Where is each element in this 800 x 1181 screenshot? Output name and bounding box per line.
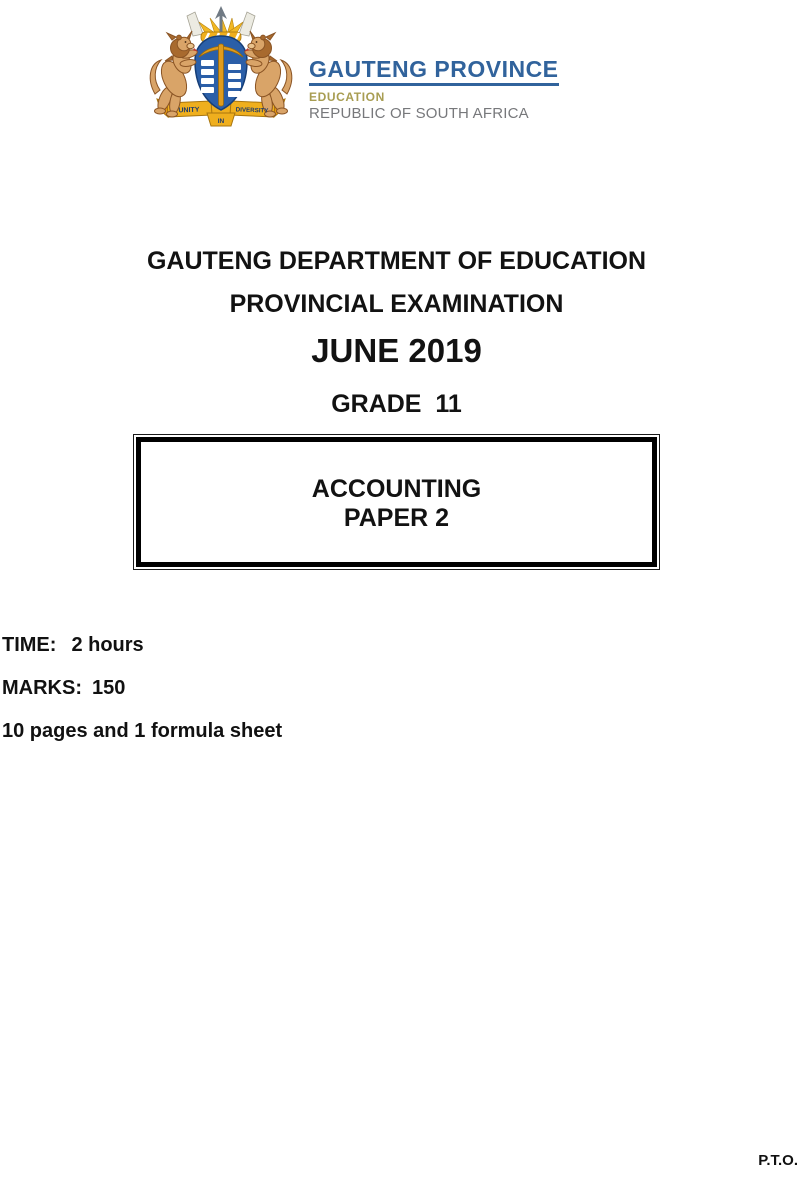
pages-note: 10 pages and 1 formula sheet [2, 720, 283, 742]
shield-icon [195, 36, 247, 110]
grade-heading: GRADE 11 [331, 390, 462, 418]
time-row [2, 634, 144, 656]
page-turn-over-label: P.T.O. [758, 1152, 798, 1169]
logo-province-name: GAUTENG PROVINCE [309, 58, 559, 86]
time-label: TIME: [2, 634, 57, 656]
gauteng-education-logo [133, 2, 600, 140]
subject-box [133, 434, 660, 570]
marks-value: 150 [92, 677, 126, 699]
exam-date-heading: JUNE 2019 [311, 332, 482, 369]
motto-in: IN [217, 118, 225, 125]
coat-of-arms-icon [145, 6, 297, 128]
logo-department-name: EDUCATION [309, 90, 385, 104]
subject-name: ACCOUNTING [311, 475, 482, 503]
motto-unity: UNITY [178, 106, 200, 115]
subject-paper: PAPER 2 [343, 504, 450, 532]
department-heading: GAUTENG DEPARTMENT OF EDUCATION [146, 247, 647, 275]
motto-diversity: DIVERSITY [235, 106, 269, 115]
marks-row [2, 677, 125, 699]
subject-box-inner [136, 437, 657, 567]
logo-text-block [309, 58, 559, 121]
logo-country-name: REPUBLIC OF SOUTH AFRICA [309, 105, 529, 122]
time-value: 2 hours [71, 634, 144, 656]
exam-heading: PROVINCIAL EXAMINATION [229, 290, 564, 318]
marks-label: MARKS: [2, 677, 82, 699]
